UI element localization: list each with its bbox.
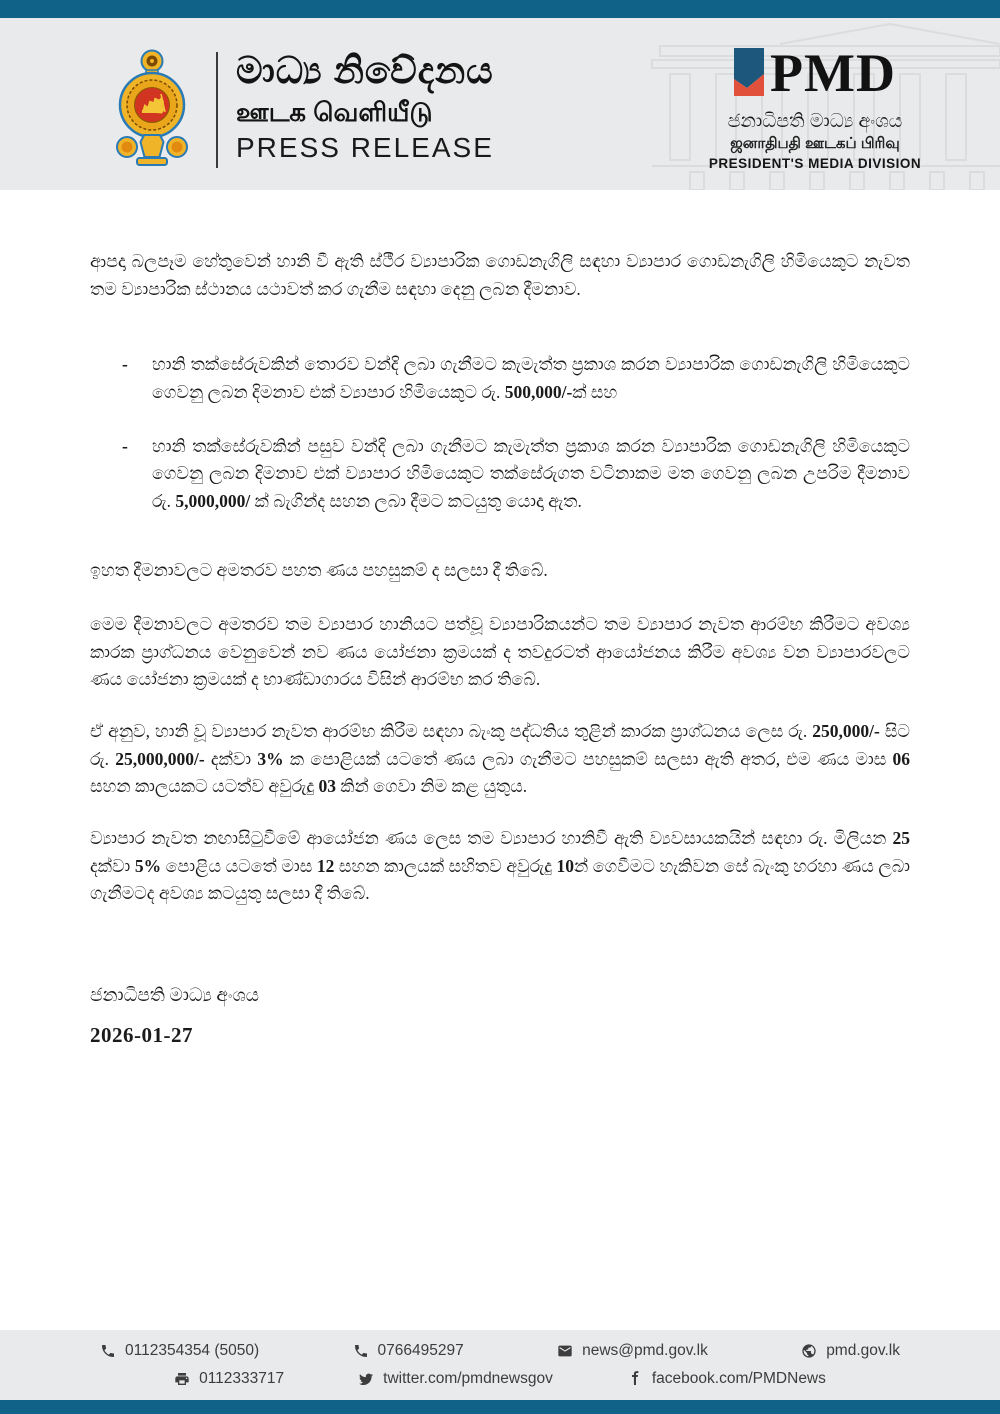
bullet-item (90, 351, 910, 406)
bullet-dash: - (122, 354, 128, 375)
document-body (0, 190, 1000, 1052)
bullet-text: හානි තක්සේරුවකින් පසුව වන්දි ලබා ගැනීමට කැමැත්ත ප්‍රකාශ කරන ව්‍යාපාරික ගොඩනැගිලි හිමියෙකුට ගෙවනු ලබන දිමනාව එක් ව්‍යාපාර හිමියෙකුට තක්සේරුගත වටිනාකම මත ගෙවනු ලබන උපරිම දීමනාව රු. 5,000,000/ ක් බැගින්ද සහන ලබා දීමට කටයුතු යොදා ඇත. (152, 435, 910, 511)
footer-contact-row-2 (0, 1370, 1000, 1388)
paragraph: මෙම දීමනාවලට අමතරව තම ව්‍යාපාර හානියට පත්වූ ව්‍යාපාරිකයන්ට තම ව්‍යාපාර නැවත ආරම්භ කිරීමට අවශ්‍ය කාරක ප්‍රාග්ධනය වෙනුවෙන් නව ණය යෝජනා ක්‍රමයක් ද තවදුරටත් ආයෝජනය කිරීම අවශ්‍ය වන ව්‍යාපාරවලට ණය යෝජනා ක්‍රමයක් ද භාණ්ඩාගාරය විසින් ආරම්භ කර තිබේ. (90, 614, 910, 690)
footer-contact-item (353, 1342, 464, 1360)
footer-contact-text: 0112354354 (5050) (125, 1342, 260, 1359)
footer-contact-text: 0766495297 (377, 1342, 464, 1359)
bullet-text: හානි තක්සේරුවකින් තොරව වන්දි ලබා ගැනීමට කැමැත්ත ප්‍රකාශ කරන ව්‍යාපාරික ගොඩනැගිලි හිමියෙකුට ගෙවනු ලබන දිමනාව එක් ව්‍යාපාර හිමියෙකුට රු. 500,000/-ක් සහ (152, 354, 910, 402)
footer-contact-text: twitter.com/pmdnewsgov (383, 1370, 553, 1387)
footer-contact-text: pmd.gov.lk (826, 1342, 900, 1359)
pmd-name-tamil: ஜனாதிபதி ஊடகப் பிரிவு (730, 135, 900, 153)
paragraph: ආපදා බලපෑම හේතුවෙන් හානි වී ඇති ස්ථීර ව්‍යාපාරික ගොඩනැගිලි සඳහා ව්‍යාපාර ගොඩනැගිලි හිමියෙකුට නැවත තම ව්‍යාපාරික ස්ථානය යථාවත් කර ගැනීම සඳහා දෙනු ලබන දීමනාව. (90, 251, 910, 299)
pmd-logo-block (700, 43, 930, 172)
signature-org: ජනාධිපති මාධ්‍ය අංශය (90, 985, 260, 1006)
footer (0, 1330, 1000, 1414)
paragraph: ඉහත දීමනාවලට අමතරව පහත ණය පහසුකම් ද සලසා දී තිබේ. (90, 560, 548, 581)
pmd-logo-icon (734, 48, 764, 96)
header-titles (236, 48, 494, 164)
fax-icon (174, 1371, 190, 1387)
paragraph: ඒ අනුව, හානි වූ ව්‍යාපාර නැවත ආරම්භ කිරීම සඳහා බැංකු පද්ධතිය තුළින් කාරක ප්‍රාග්ධනය ලෙස රු. 250,000/- සිට රු. 25,000,000/- දක්වා 3% ක පොළියක් යටතේ ණය ලබා ගැනීමට පහසුකම් සලසා ඇති අතර, එම ණය මාස 06 සහන කාලයකට යටත්ව අවුරුදු 03 කින් ගෙවා නිම කළ යුතුය. (90, 721, 911, 797)
email-icon (557, 1343, 573, 1359)
pmd-logo-row (700, 43, 930, 103)
title-english: PRESS RELEASE (236, 131, 494, 163)
footer-contact-row-1 (0, 1342, 1000, 1360)
title-tamil: ஊடக வெளியீடு (236, 97, 433, 128)
header-divider (216, 52, 218, 168)
facebook-icon (627, 1371, 643, 1387)
globe-icon (801, 1343, 817, 1359)
pmd-name-sinhala: ජනාධිපති මාධ්‍ය අංශය (727, 111, 903, 133)
bottom-accent-bar (0, 1400, 1000, 1414)
header-left (112, 48, 494, 168)
twitter-icon (358, 1371, 374, 1387)
phone-icon (353, 1343, 369, 1359)
footer-contact-item (801, 1342, 900, 1360)
bullet-dash: - (122, 435, 128, 456)
footer-contact-item (174, 1370, 284, 1388)
pmd-wordmark: PMD (770, 43, 896, 103)
signature-block (90, 982, 910, 1052)
phone-icon (100, 1343, 116, 1359)
bullet-item (90, 433, 910, 516)
footer-background (0, 1330, 1000, 1400)
footer-contact-text: news@pmd.gov.lk (582, 1342, 708, 1359)
footer-contact-item (100, 1342, 259, 1360)
paragraph: ව්‍යාපාර නැවත නඟාසිටුවීමේ ආයෝජන ණය ලෙස තම ව්‍යාපාර හානිවී ඇති ව්‍යවසායකයින් සඳහා රු. මිලියන 25 දක්වා 5% පොළිය යටතේ මාස 12 සහන කාලයක් සහිතව අවුරුදු 10න් ගෙවීමට හැකිවන සේ බැංකු හරහා ණය ලබා ගැනීමටද අවශ්‍ය කටයුතු සලසා දී තිබේ. (90, 827, 910, 904)
footer-contact-text: facebook.com/PMDNews (651, 1370, 826, 1387)
pmd-name-english: PRESIDENT'S MEDIA DIVISION (708, 156, 922, 172)
signature-date: 2026-01-27 (90, 1023, 193, 1048)
footer-contact-text: 0112333717 (199, 1370, 285, 1387)
footer-contact-item (557, 1342, 708, 1360)
header (0, 18, 1000, 190)
footer-contact-item (627, 1370, 826, 1388)
top-accent-bar (0, 0, 1000, 18)
sri-lanka-emblem (112, 48, 192, 168)
title-sinhala: මාධ්‍ය නිවේදනය (236, 50, 494, 91)
footer-contact-item (358, 1370, 553, 1388)
paragraph-list (90, 248, 910, 908)
